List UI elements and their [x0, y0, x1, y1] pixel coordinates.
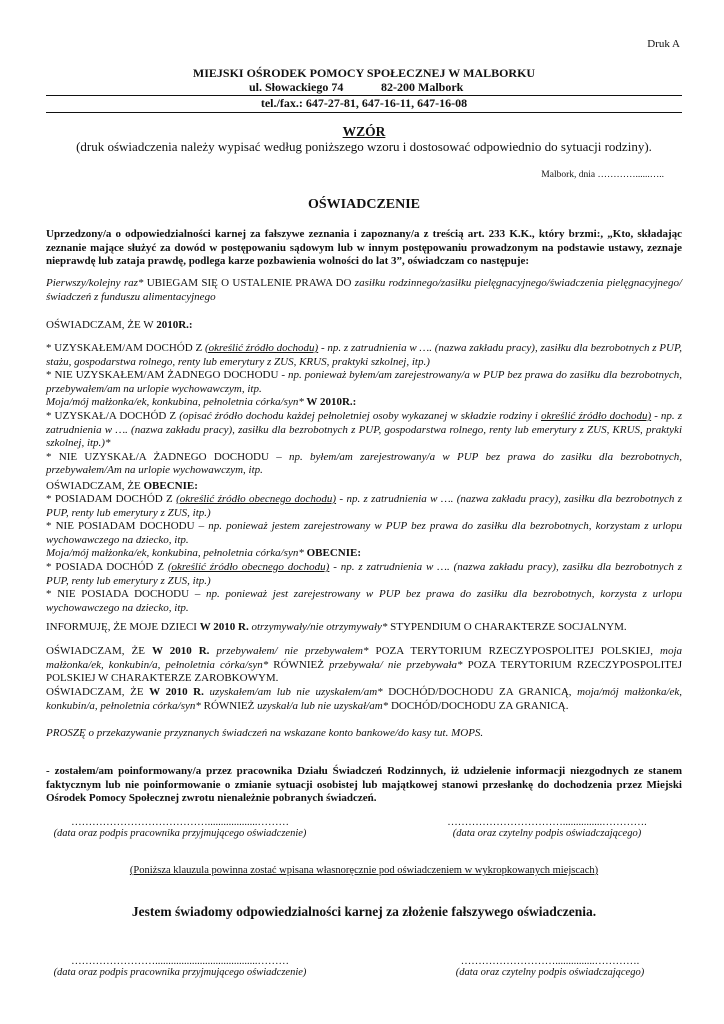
no-income-current-a: * NIE POSIADAM DOCHODU	[46, 520, 199, 533]
place-date: Malbork, dnia …………......…..	[541, 170, 664, 180]
foreign-spouse-choice: uzyskał/a lub nie uzyskał/am*	[257, 699, 389, 712]
section-2010-body	[46, 342, 682, 478]
spouse-no-income-2010-examples: – np. byłem/am zarejestrowany/a w PUP bez prawa do zasiłku dla bezrobotnych, przebywałem/Am na urlopie wychowawczym, itp.	[46, 450, 682, 477]
clause: Jestem świadomy odpowiedzialności karnej za złożenie fałszywego oświadczenia.	[131, 904, 597, 919]
abroad-also: RÓWNIEŻ	[268, 658, 330, 671]
signature-declarant-1	[432, 817, 662, 839]
bank-transfer-request: PROSZĘ o przekazywanie przyznanych świadczeń na wskazane konto bankowe/do kasy tut. MOPS.	[46, 727, 484, 739]
scholarship-a: INFORMUJĘ, ŻE MOJE DZIECI	[46, 621, 200, 633]
spouse-income-2010-b: (opisać źródło dochodu każdej pełnoletniej osoby wykazanej w składzie rodziny i	[179, 409, 541, 422]
application-text: UBIEGAM SIĘ O USTALENIE PRAWA DO	[143, 277, 355, 289]
form-id: Druk A	[647, 38, 680, 50]
foreign-year: W 2010 R.	[149, 686, 204, 698]
spouse-no-income-2010-a: * NIE UZYSKAŁ/A ŻADNEGO DOCHODU	[46, 450, 277, 463]
main-title: OŚWIADCZENIE	[307, 197, 421, 212]
income-2010-examples: - np. z zatrudnienia w …. (nazwa zakładu pracy), zasiłku dla bezrobotnych z PUP, stażu, gospodarstwa rolnego, renty lub emerytury z ZUS, KRUS, praktyki szkolnej, itp.)	[46, 342, 682, 368]
clause-note	[46, 865, 682, 876]
title-wzor: WZÓR	[342, 124, 386, 139]
informed-statement: - zostałem/am poinformowany/a przez pracownika Działu Świadczeń Rodzinnych, iż udzielenie informacji niezgodnych ze stanem faktycznym lub nie poinformowanie o zmianie sytuacji osobistej lub majątkowej stanowi przesłankę do dochodzenia przez Miejski Ośrodek Pomocy Społecznej zwrotu nienależnie pobranych świadczeń.	[46, 765, 682, 805]
scholarship-choice: otrzymywały/nie otrzymywały*	[248, 621, 388, 633]
foreign-d: DOCHÓD/DOCHODU ZA GRANICĄ,	[382, 686, 578, 698]
income-2010-line	[46, 342, 682, 369]
no-income-2010-examples: - np. ponieważ byłem/am zarejestrowany/a w PUP bez prawa do zasiłku dla bezrobotnych, przebywałem/am na urlopie wychowawczym, itp.	[46, 369, 682, 395]
income-current-source: (określić źródło obecnego dochodu)	[176, 493, 337, 505]
spouse-income-current-a: * POSIADA DOCHÓD Z	[46, 560, 168, 573]
title-subtitle: (druk oświadczenia należy wypisać według poniższego wzoru i dostosować odpowiednio do sytuacji rodziny).	[76, 139, 652, 154]
scholarship-statement	[46, 621, 682, 635]
spouse-income-current-line	[46, 561, 682, 588]
spouse-no-income-current-examples: – np. ponieważ jest zarejestrowany w PUP bez prawa do zasiłku dla bezrobotnych, korzysta z urlopu wychowawczego na dziecko, itp.	[46, 588, 682, 614]
section-2010-heading-text: OŚWIADCZAM, ŻE W	[46, 319, 157, 331]
scholarship-d: STYPENDIUM O CHARAKTERZE SOCJALNYM.	[387, 621, 627, 633]
benefit-types: zasiłku rodzinnego/zasiłku pielęgnacyjnego/świadczenia pielęgnacyjnego/świadczeń z funduszu alimentacyjnego	[46, 277, 682, 303]
foreign-a: OŚWIADCZAM, ŻE	[46, 686, 150, 698]
section-current-heading-word: OBECNIE:	[143, 480, 198, 492]
no-income-2010-a: * NIE UZYSKAŁEM/AM ŻADNEGO DOCHODU	[46, 369, 282, 382]
abroad-d: POZA TERYTORIUM RZECZYPOSPOLITEJ POLSKIEJ,	[368, 645, 661, 657]
abroad-spouse-choice: przebywała/ nie przebywała*	[329, 658, 463, 671]
abroad-statement	[46, 645, 682, 686]
no-income-current-examples: – np. ponieważ jestem zarejestrowany w PUP bez prawa do zasiłku dla bezrobotnych, korzystam z urlopu wychowawczego na dziecko, itp.	[46, 520, 683, 546]
signature-declarant-2-dots: ………………………...............………….	[460, 956, 640, 967]
section-2010-heading	[46, 319, 682, 333]
section-current-heading-text: OŚWIADCZAM, ŻE	[46, 480, 144, 492]
org-name: MIEJSKI OŚRODEK POMOCY SPOŁECZNEJ W MALBORKU	[192, 66, 536, 80]
spouse-2010-b: W 2010R.:	[303, 396, 357, 409]
spouse-no-income-2010-line	[46, 451, 682, 478]
spouse-income-2010-a: * UZYSKAŁ/A DOCHÓD Z	[46, 409, 180, 422]
income-2010-source: (określić źródło dochodu)	[204, 342, 319, 354]
foreign-spouse: moja/mój małżonka/ek, konkubin/a, pełnoletnia córka/syn*	[46, 686, 683, 712]
income-current-line	[46, 493, 682, 520]
header-rule-bottom	[46, 112, 682, 113]
org-phones: tel./fax.: 647-27-81, 647-16-11, 647-16-08	[260, 96, 468, 110]
foreign-choice: uzyskałem/am lub nie uzyskałem/am*	[203, 686, 383, 698]
preamble: Uprzedzony/a o odpowiedzialności karnej za fałszywe zeznania i zapoznany/a z treścią art. 233 K.K., który brzmi:, „Kto, składając zeznanie mające służyć za dowód w postępowaniu sądowym lub w innym postępowaniu prowadzonym na podstawie ustawy, zeznaje nieprawdę lub zataja prawdę, podlega karze pozbawienia wolności do lat 3”, oświadczam co następuje:	[46, 228, 682, 268]
income-2010-a: * UZYSKAŁEM/AM DOCHÓD Z	[46, 342, 205, 354]
signature-worker-1-dots: …………………………………...................………	[71, 817, 289, 828]
signature-worker-2	[50, 956, 310, 978]
signature-declarant-1-caption: (data oraz czytelny podpis oświadczającego)	[452, 828, 642, 839]
spouse-income-current-source: (określić źródło obecnego dochodu)	[167, 560, 330, 573]
foreign-h: DOCHÓD/DOCHODU ZA GRANICĄ.	[388, 699, 569, 712]
spouse-income-2010-examples: - np. z zatrudnienia w …. (nazwa zakładu pracy), zasiłku dla bezrobotnych z PUP, gospodarstwa rolnego, renty lub emerytury z ZUS, KRUS, praktyki szkolnej, itp.)*	[46, 409, 682, 450]
spouse-income-2010-line	[46, 410, 682, 451]
first-next-time: Pierwszy/kolejny raz*	[46, 277, 144, 289]
no-income-2010-line	[46, 369, 682, 396]
spouse-2010-line	[46, 396, 682, 410]
section-2010-heading-year: 2010R.:	[156, 319, 193, 331]
spouse-income-2010-source: określić źródło dochodu)	[541, 409, 652, 422]
spouse-current-b: OBECNIE:	[303, 547, 361, 560]
signature-worker-1-caption: (data oraz podpis pracownika przyjmującego oświadczenie)	[53, 828, 307, 839]
abroad-choice: przebywałem/ nie przebywałem*	[209, 645, 369, 657]
signature-declarant-2-caption: (data oraz czytelny podpis oświadczającego)	[455, 967, 645, 978]
spouse-no-income-current-a: * NIE POSIADA DOCHODU	[46, 588, 195, 601]
spouse-current-a: Moja/mój małżonka/ek, konkubina, pełnoletnia córka/syn*	[46, 547, 304, 560]
income-current-examples: - np. z zatrudnienia w …. (nazwa zakładu pracy), zasiłku dla bezrobotnych z PUP, renty lub emerytury z ZUS, itp.)	[46, 493, 682, 519]
org-postcode-city: 82-200 Malbork	[381, 80, 464, 94]
signature-worker-2-dots: …………………….......................................………	[71, 956, 289, 967]
section-current-body	[46, 493, 682, 615]
application-statement	[46, 277, 682, 304]
foreign-also: RÓWNIEŻ	[200, 699, 258, 712]
signature-worker-1	[50, 817, 310, 839]
signature-declarant-1-dots: ……………………………...............………….	[447, 817, 647, 828]
abroad-spouse: moja małżonka/ek, konkubin/a, pełnoletnia córka/syn*	[46, 645, 683, 671]
scholarship-year: W 2010 R.	[199, 621, 249, 633]
section-current-heading	[46, 480, 682, 494]
spouse-current-line	[46, 547, 682, 561]
abroad-year: W 2010 R.	[151, 645, 210, 657]
abroad-h: POZA TERYTORIUM RZECZYPOSPOLITEJ POLSKIEJ W CHARAKTERZE ZAROBKOWYM.	[46, 658, 682, 685]
spouse-no-income-current-line	[46, 588, 682, 615]
org-street: ul. Słowackiego 74	[249, 80, 344, 94]
signature-worker-2-caption: (data oraz podpis pracownika przyjmującego oświadczenie)	[53, 967, 307, 978]
foreign-income-statement	[46, 686, 682, 713]
income-current-a: * POSIADAM DOCHÓD Z	[46, 493, 177, 505]
no-income-current-line	[46, 520, 682, 547]
spouse-income-current-examples: - np. z zatrudnienia w …. (nazwa zakładu pracy), zasiłku dla bezrobotnych z PUP, renty lub emerytury z ZUS, itp.)	[46, 560, 683, 587]
abroad-a: OŚWIADCZAM, ŻE	[46, 645, 152, 657]
signature-declarant-2	[440, 956, 660, 978]
spouse-2010-a: Moja/mój małżonka/ek, konkubina, pełnoletnia córka/syn*	[46, 396, 304, 409]
clause-note-text: (Poniższa klauzula powinna zostać wpisana własnoręcznie pod oświadczeniem w wykropkowanych miejscach)	[129, 865, 599, 876]
